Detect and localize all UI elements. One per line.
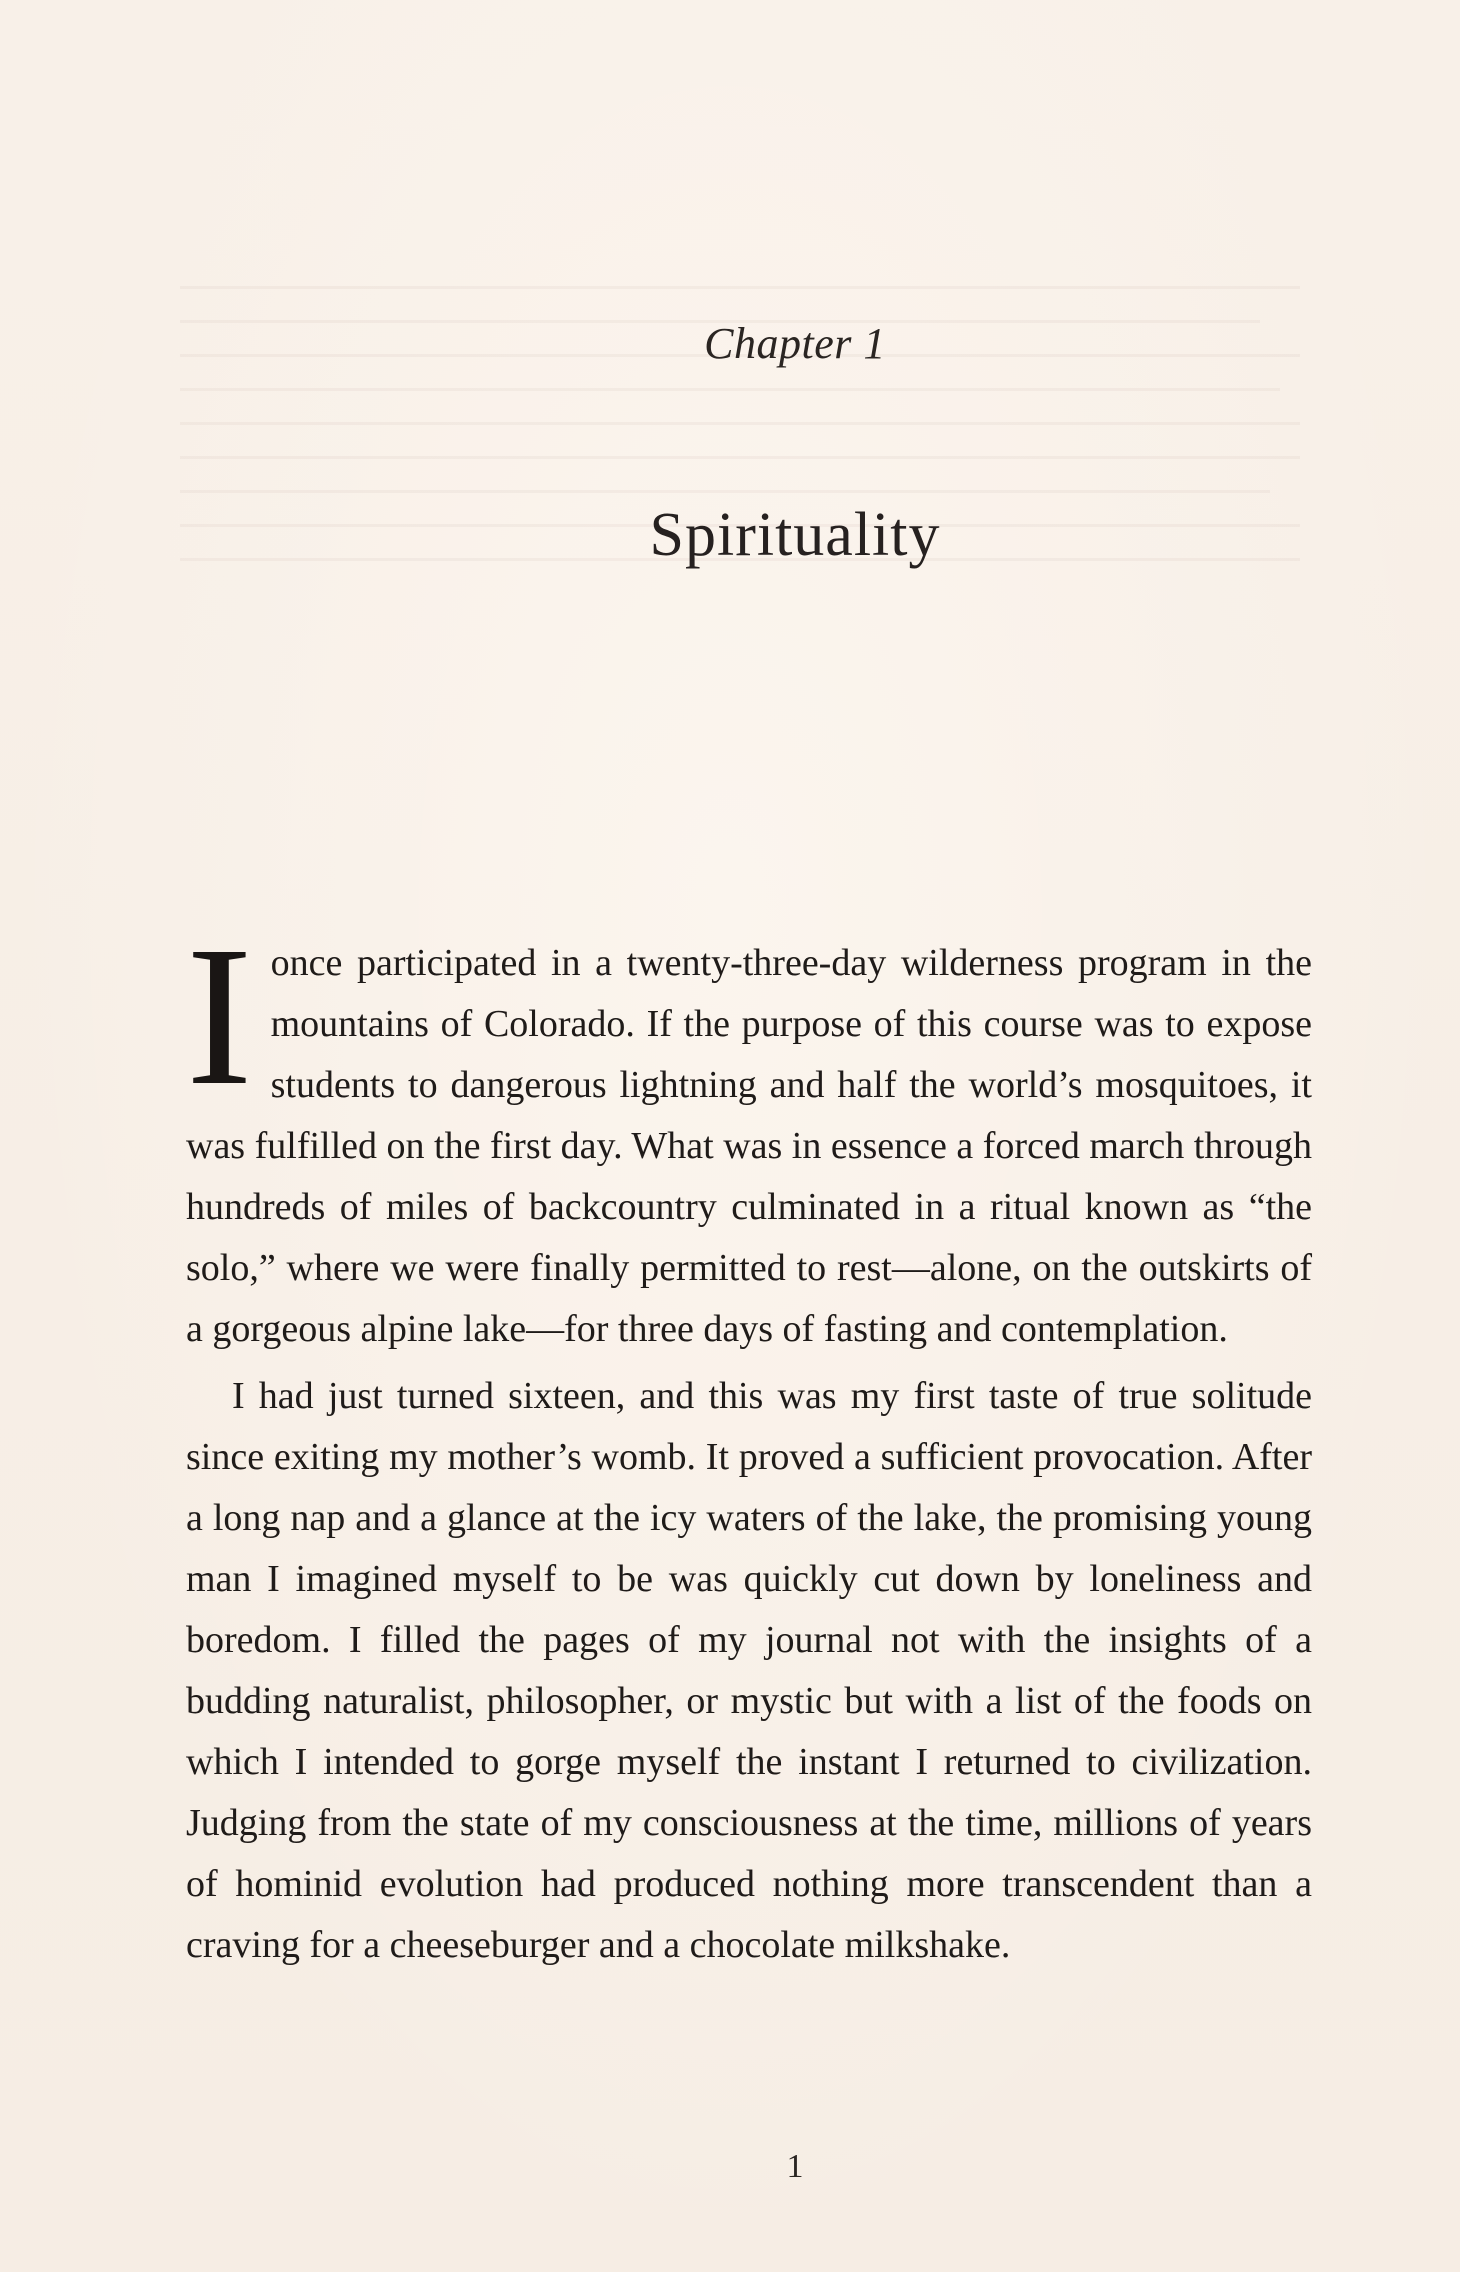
body-text [186,906,1312,1976]
paragraph-1-text: once participated in a twenty-three-day wilderness program in the mountains of Colorado. If the purpose of this course was to expose students to dangerous lightning and half the world’s mosquitoes, it was fulfilled on the first day. What was in essence a forced march through hundreds of miles of backcountry culminated in a ritual known as “the solo,” where we were finally permitted to rest—alone, on the outskirts of a gorgeous alpine lake—for three days of fasting and contemplation. [186,942,1312,1350]
page-number: 1 [786,2148,804,2185]
chapter-label: Chapter 1 [704,319,886,368]
paragraph-2-text: I had just turned sixteen, and this was my first taste of true solitude since exiting my mother’s womb. It proved a sufficient provocation. After a long nap and a glance at the icy waters of the lake, the promising young man I imagined myself to be was quickly cut down by loneliness and boredom. I filled the pages of my journal not with the insights of a budding naturalist, philosopher, or mystic but with a list of the foods on which I intended to gorge myself the instant I returned to civilization. Judging from the state of my consciousness at the time, millions of years of hominid evolution had produced nothing more transcendent than a craving for a cheeseburger and a chocolate milkshake. [186,1375,1312,1966]
chapter-title: Spirituality [649,501,941,569]
paragraph [186,906,1312,1360]
drop-cap: I [186,906,253,1127]
